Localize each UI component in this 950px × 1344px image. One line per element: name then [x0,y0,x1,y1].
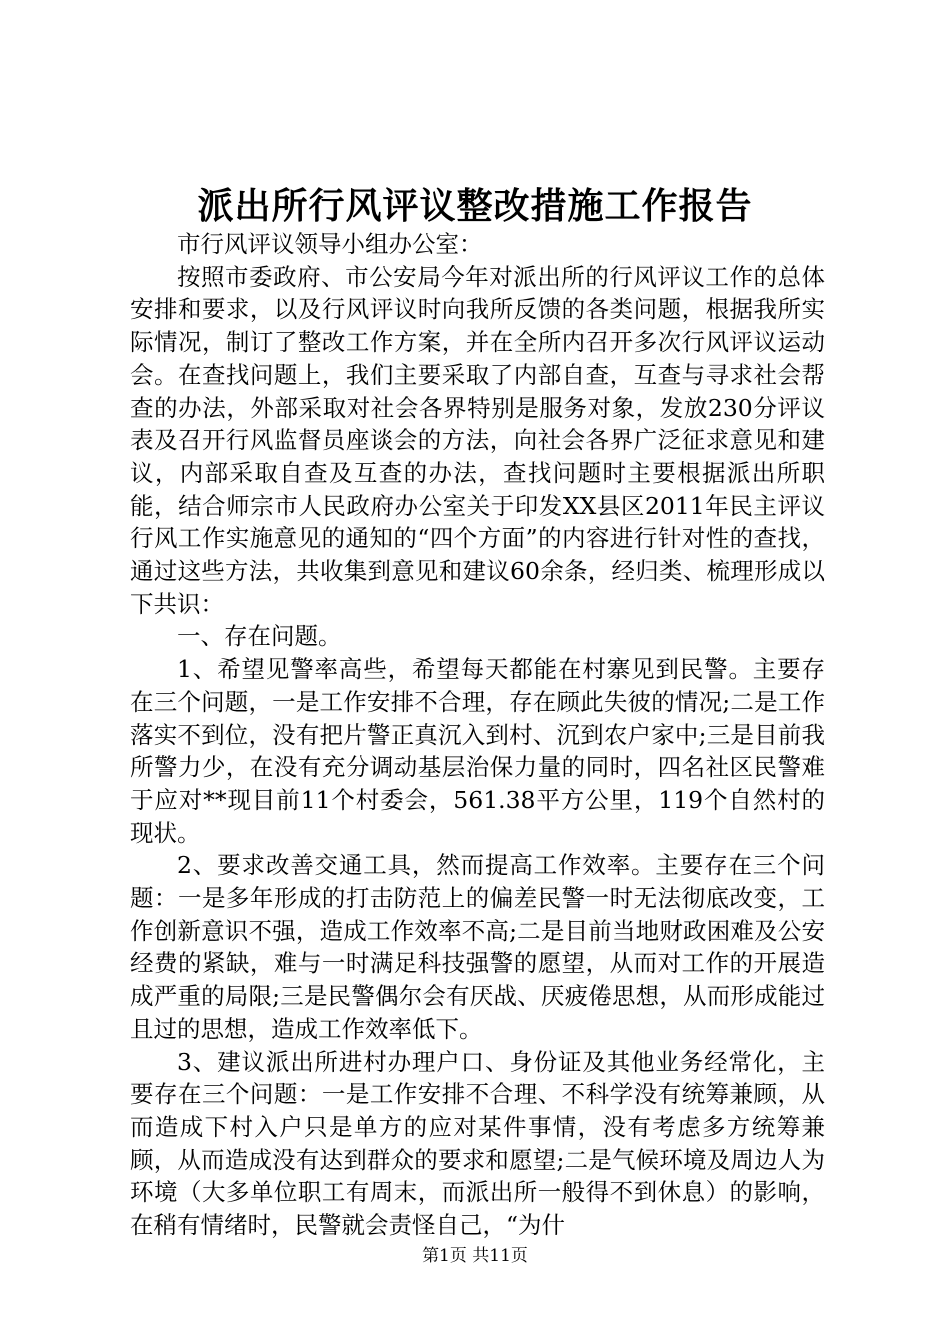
page-footer: 第1页 共11页 [422,1246,528,1266]
paragraph-intro: 按照市委政府、市公安局今年对派出所的行风评议工作的总体安排和要求，以及行风评议时向我所反馈的各类问题，根据我所实际情况，制订了整改工作方案，并在全所内召开多次行风评议运动会。在查找问题上，我们主要采取了内部自查，互查与寻求社会帮查的办法，外部采取对社会各界特别是服务对象，发放230分评议表及召开行风监督员座谈会的方法，向社会各界广泛征求意见和建议，内部采取自查及互查的办法，查找问题时主要根据派出所职能，结合师宗市人民政府办公室关于印发XX县区2011年民主评议行风工作实施意见的通知的“四个方面”的内容进行针对性的查找，通过这些方法，共收集到意见和建议60余条，经归类、梳理形成以下共识： [130,262,825,618]
salutation: 市行风评议领导小组办公室： [177,230,483,258]
document-title: 派出所行风评议整改措施工作报告 [197,185,753,227]
section-heading: 一、存在问题。 [177,622,342,651]
document-body [130,228,825,1242]
paragraph-item-3: 3、建议派出所进村办理户口、身份证及其他业务经常化，主要存在三个问题：一是工作安排不合理、不科学没有统筹兼顾，从而造成下村入户只是单方的应对某件事情，没有考虑多方统筹兼顾，从而造成没有达到群众的要求和愿望;二是气候环境及周边人为环境（大多单位职工有周末，而派出所一般得不到休息）的影响，在稍有情绪时，民警就会责怪自己，“为什 [130,1047,825,1240]
paragraph-item-2: 2、要求改善交通工具，然而提高工作效率。主要存在三个问题：一是多年形成的打击防范上的偏差民警一时无法彻底改变，工作创新意识不强，造成工作效率不高;二是目前当地财政困难及公安经费的紧缺，难与一时满足科技强警的愿望，从而对工作的开展造成严重的局限;三是民警偶尔会有厌战、厌疲倦思想，从而形成能过且过的思想，造成工作效率低下。 [130,851,825,1043]
paragraph-item-1: 1、希望见警率高些，希望每天都能在村寨见到民警。主要存在三个问题，一是工作安排不合理，存在顾此失彼的情况;二是工作落实不到位，没有把片警正真沉入到村、沉到农户家中;三是目前我所警力少，在没有充分调动基层治保力量的同时，四名社区民警难于应对**现目前11个村委会，561.38平方公里，119个自然村的现状。 [130,655,825,847]
